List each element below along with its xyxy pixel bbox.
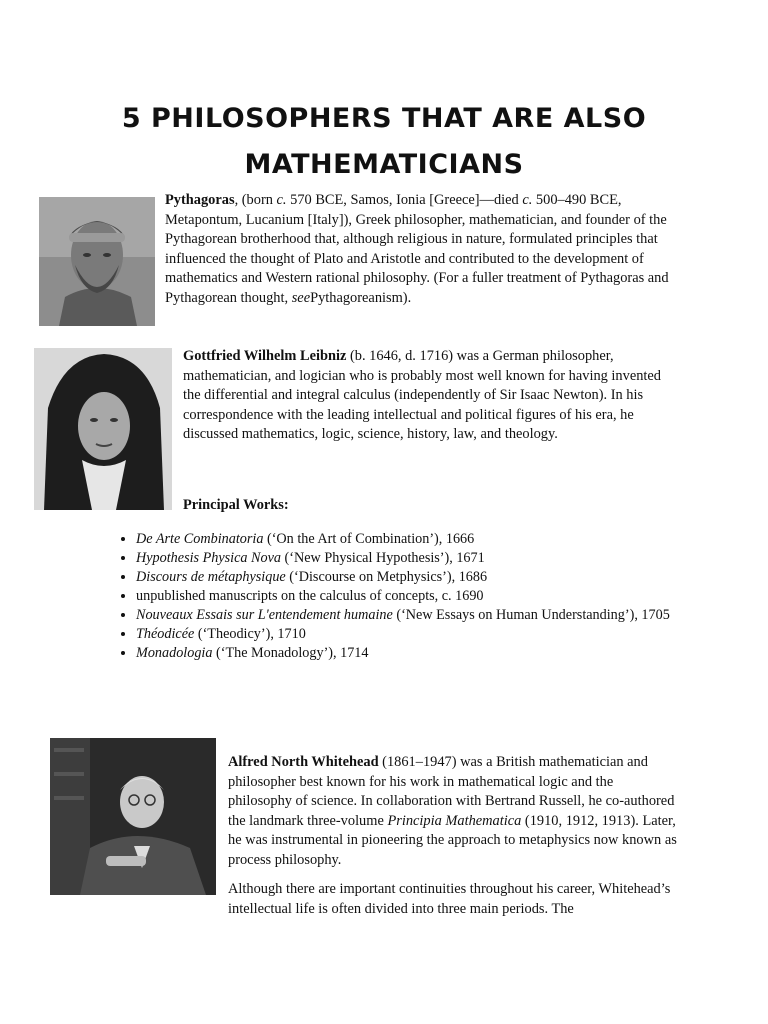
page-title	[0, 96, 768, 188]
pythagoras-circa-2: c.	[522, 192, 533, 208]
pythagoras-portrait	[39, 197, 155, 326]
whitehead-text-1: (1861–1947) was a British mathematician and philosopher best known for his work in mathematical logic and the philosophy of science. In collaboration with Bertrand Russell, he co-authored the landmark three-volume	[228, 754, 675, 829]
title-line-1: 5 PHILOSOPHERS THAT ARE ALSO	[121, 103, 647, 134]
list-item	[136, 549, 696, 568]
whitehead-paragraph-2: Although there are important continuities throughout his career, Whitehead’s intellectual life is often divided into three main periods. The	[228, 881, 671, 917]
pythagoras-text-4: Pythagoreanism).	[310, 289, 412, 306]
leibniz-name: Gottfried Wilhelm Leibniz	[183, 348, 347, 364]
work-detail: (‘Discourse on Metphysics’), 1686	[285, 569, 488, 585]
list-item	[136, 644, 696, 663]
pythagoras-text-1: , (born	[234, 192, 277, 208]
leibniz-portrait	[34, 348, 172, 510]
list-item	[136, 568, 696, 587]
list-item	[136, 587, 696, 606]
pythagoras-text-2: 570 BCE, Samos, Ionia [Greece]—died	[286, 192, 523, 208]
work-detail: (‘On the Art of Combination’), 1666	[263, 531, 475, 547]
principal-works-list	[112, 530, 696, 663]
pythagoras-circa-1: c.	[276, 192, 287, 208]
work-detail: (‘New Physical Hypothesis’), 1671	[281, 550, 485, 566]
work-title: Nouveaux Essais sur L'entendement humaine	[136, 607, 393, 623]
whitehead-text-2: (1910, 1912, 1913). Later, he was instrumental in pioneering the approach to metaphysics now known as process philosophy.	[228, 812, 677, 868]
work-title: Hypothesis Physica Nova	[136, 550, 281, 566]
work-title: Discours de métaphysique	[136, 569, 286, 585]
work-detail: (‘Theodicy’), 1710	[194, 626, 306, 642]
list-item	[136, 625, 696, 644]
title-line-2: MATHEMATICIANS	[244, 149, 524, 180]
whitehead-paragraph	[228, 753, 678, 871]
work-title: De Arte Combinatoria	[136, 531, 264, 547]
pythagoras-name: Pythagoras	[165, 192, 235, 208]
whitehead-portrait	[50, 738, 216, 895]
work-detail: (‘New Essays on Human Understanding’), 1705	[392, 607, 670, 623]
pythagoras-text-3: 500–490 BCE, Metapontum, Lucanium [Italy]), Greek philosopher, mathematician, and founder of the Pythagorean brotherhood that, although religious in nature, formulated principles that influenced the thought of Plato and Aristotle and contributed to the development of mathematics and Western rational philosophy. (For a fuller treatment of Pythagoras and Pythagorean thought,	[165, 192, 669, 306]
principal-works-heading: Principal Works:	[183, 497, 289, 513]
whitehead-italic-title: Principia Mathematica	[387, 812, 522, 829]
whitehead-name: Alfred North Whitehead	[228, 754, 379, 770]
leibniz-text: (b. 1646, d. 1716) was a German philosopher, mathematician, and logician who is probably most well known for having invented the differential and integral calculus (independently of Sir Isaac Newton). In his correspondence with the leading intellectual and political figures of his era, he discussed mathematics, logic, science, history, law, and theology.	[183, 348, 661, 443]
work-title: Monadologia	[136, 645, 213, 661]
leibniz-paragraph	[183, 347, 678, 445]
pythagoras-paragraph	[165, 191, 680, 309]
work-detail: (‘The Monadology’), 1714	[212, 645, 369, 661]
work-title: Théodicée	[136, 626, 195, 642]
list-item	[136, 606, 696, 625]
pythagoras-see: see	[291, 289, 311, 306]
list-item	[136, 530, 696, 549]
work-detail: unpublished manuscripts on the calculus of concepts, c. 1690	[136, 588, 484, 604]
